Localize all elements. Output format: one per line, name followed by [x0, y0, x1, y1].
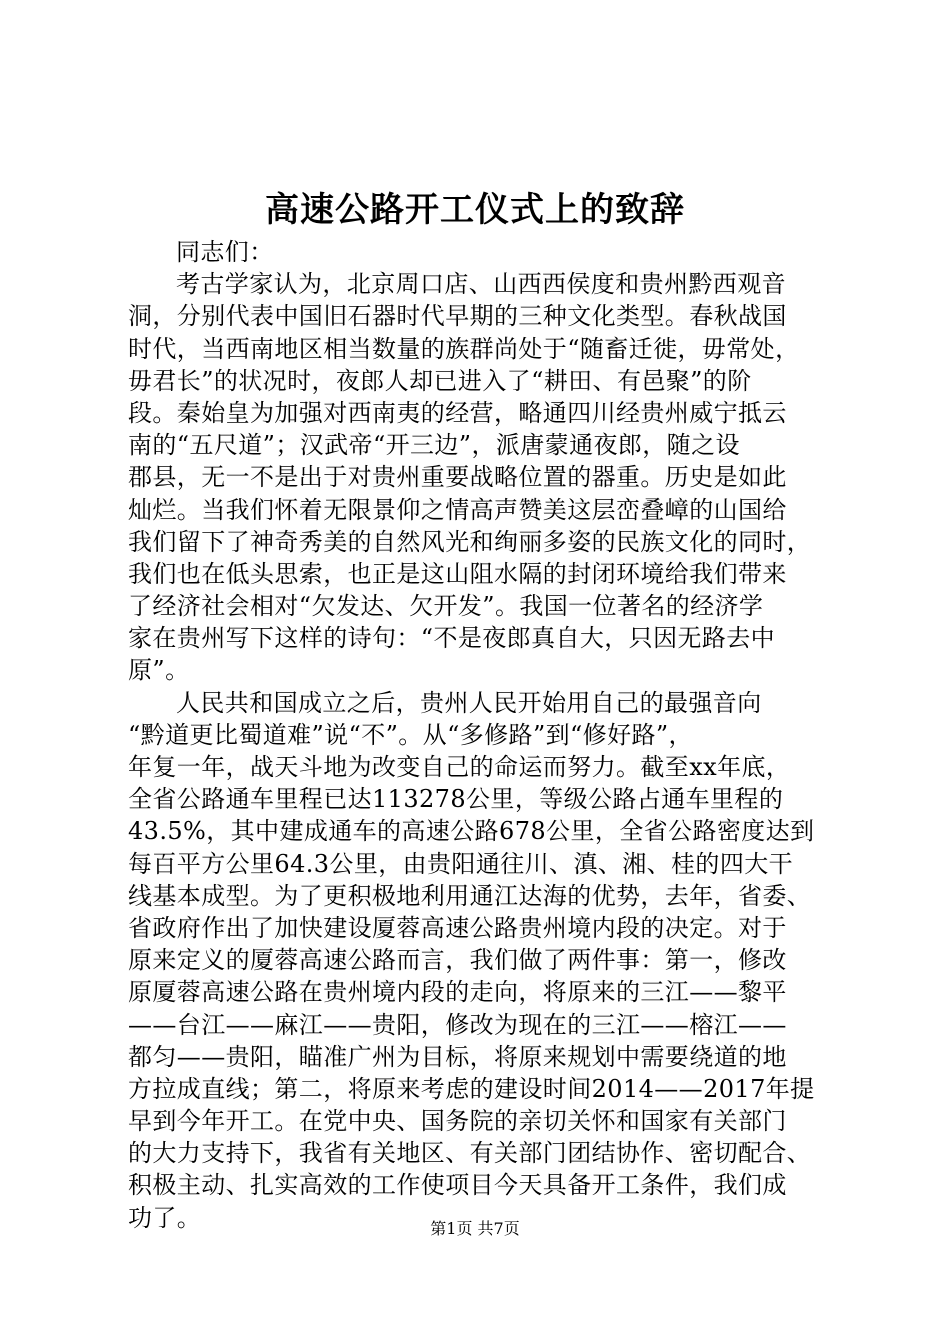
paragraph-2-line: 人民共和国成立之后，贵州人民开始用自己的最强音向	[176, 688, 762, 717]
paragraph-2-line: 43.5%，其中建成通车的高速公路678公里，全省公路密度达到	[128, 817, 815, 846]
paragraph-2-line: 省政府作出了加快建设厦蓉高速公路贵州境内段的决定。对于	[128, 913, 787, 942]
paragraph-2-line: ——台江——麻江——贵阳，修改为现在的三江——榕江——	[128, 1010, 787, 1039]
paragraph-2-line: 早到今年开工。在党中央、国务院的亲切关怀和国家有关部门	[128, 1107, 787, 1136]
paragraph-1-line: 段。秦始皇为加强对西南夷的经营，略通四川经贵州威宁抵云	[128, 398, 787, 427]
paragraph-1-line: 毋君长”的状况时，夜郎人却已进入了“耕田、有邑聚”的阶	[128, 366, 752, 395]
paragraph-1-line: 家在贵州写下这样的诗句：“不是夜郎真自大，只因无路去中	[128, 624, 776, 653]
paragraph-2-line: 的大力支持下，我省有关地区、有关部门团结协作、密切配合、	[128, 1139, 812, 1168]
paragraph-2-line: 线基本成型。为了更积极地利用通江达海的优势，去年，省委、	[128, 881, 812, 910]
paragraph-2-line: “黔道更比蜀道难”说“不”。从“多修路”到“修好路”，	[128, 720, 693, 749]
paragraph-1-line: 了经济社会相对“欠发达、欠开发”。我国一位著名的经济学	[128, 592, 764, 621]
salutation-line: 同志们：	[176, 238, 274, 266]
paragraph-2-line: 方拉成直线；第二，将原来考虑的建设时间2014——2017年提	[128, 1074, 815, 1103]
paragraph-1-line: 考古学家认为，北京周口店、山西西侯度和贵州黔西观音	[176, 270, 786, 299]
paragraph-1-line: 原”。	[128, 656, 190, 685]
paragraph-1-line: 我们留下了神奇秀美的自然风光和绚丽多姿的民族文化的同时，	[128, 527, 812, 556]
page-number-footer: 第1页 共7页	[430, 1219, 520, 1238]
paragraph-1-line: 洞，分别代表中国旧石器时代早期的三种文化类型。春秋战国	[128, 302, 787, 331]
paragraph-2-line: 每百平方公里64.3公里，由贵阳通往川、滇、湘、桂的四大干	[128, 849, 794, 878]
paragraph-2-line: 原来定义的厦蓉高速公路而言，我们做了两件事：第一，修改	[128, 946, 787, 975]
paragraph-2-line: 功了。	[128, 1203, 202, 1232]
paragraph-1-line: 南的“五尺道”；汉武帝“开三边”，派唐蒙通夜郎，随之设	[128, 431, 740, 460]
paragraph-2-line: 全省公路通车里程已达113278公里，等级公路占通车里程的	[128, 785, 784, 814]
paragraph-2-line: 都匀——贵阳，瞄准广州为目标，将原来规划中需要绕道的地	[128, 1042, 787, 1071]
document-body	[128, 236, 848, 1234]
paragraph-2-line: 积极主动、扎实高效的工作使项目今天具备开工条件，我们成	[128, 1171, 787, 1200]
document-title: 高速公路开工仪式上的致辞	[265, 190, 685, 230]
paragraph-1-line: 时代，当西南地区相当数量的族群尚处于“随畜迁徙，毋常处，	[128, 334, 800, 363]
paragraph-1-line: 我们也在低头思索，也正是这山阻水隔的封闭环境给我们带来	[128, 559, 787, 588]
paragraph-1-line: 灿烂。当我们怀着无限景仰之情高声赞美这层峦叠嶂的山国给	[128, 495, 787, 524]
paragraph-2-line: 原厦蓉高速公路在贵州境内段的走向，将原来的三江——黎平	[128, 978, 787, 1007]
paragraph-2-line: 年复一年，战天斗地为改变自己的命运而努力。截至xx年底，	[128, 753, 791, 781]
paragraph-1-line: 郡县，无一不是出于对贵州重要战略位置的器重。历史是如此	[128, 463, 787, 492]
